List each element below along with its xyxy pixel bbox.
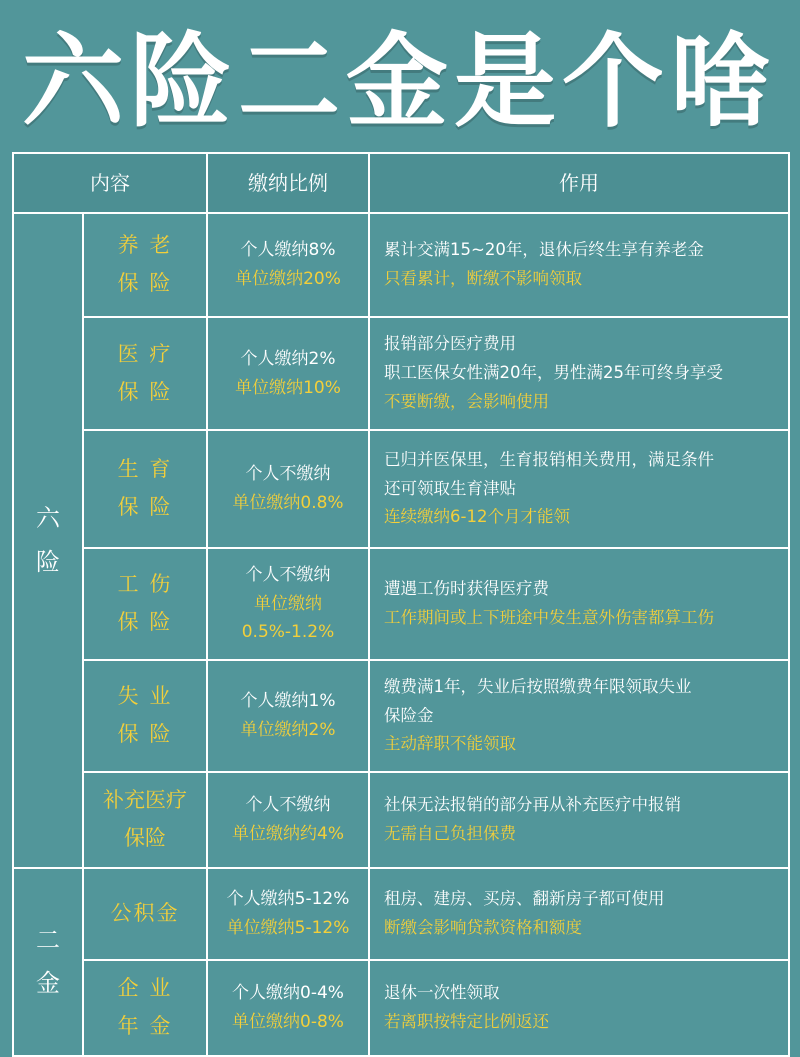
group-six-insurances: 六 险 bbox=[13, 213, 83, 868]
item-desc: 缴费满1年，失业后按照缴费年限领取失业 保险金 主动辞职不能领取 bbox=[369, 660, 789, 772]
table-row bbox=[13, 868, 789, 960]
item-ratio: 个人缴纳0-4% 单位缴纳0-8% bbox=[207, 960, 369, 1056]
item-ratio: 个人缴纳1% 单位缴纳2% bbox=[207, 660, 369, 772]
insurance-table bbox=[12, 152, 790, 1057]
item-desc: 报销部分医疗费用 职工医保女性满20年，男性满25年可终身享受 不要断缴，会影响使用 bbox=[369, 317, 789, 430]
item-name: 养 老 保 险 bbox=[83, 213, 207, 317]
item-name: 生 育 保 险 bbox=[83, 430, 207, 548]
item-ratio: 个人不缴纳 单位缴纳0.8% bbox=[207, 430, 369, 548]
item-ratio: 个人不缴纳 单位缴纳 0.5%-1.2% bbox=[207, 548, 369, 660]
table-row bbox=[13, 548, 789, 660]
table-row bbox=[13, 960, 789, 1056]
item-name: 失 业 保 险 bbox=[83, 660, 207, 772]
item-ratio: 个人缴纳8% 单位缴纳20% bbox=[207, 213, 369, 317]
table-row bbox=[13, 317, 789, 430]
item-desc: 已归并医保里，生育报销相关费用，满足条件 还可领取生育津贴 连续缴纳6-12个月才能领 bbox=[369, 430, 789, 548]
item-desc: 累计交满15~20年，退休后终生享有养老金 只看累计，断缴不影响领取 bbox=[369, 213, 789, 317]
item-name: 补充医疗 保险 bbox=[83, 772, 207, 868]
table-header-row bbox=[13, 153, 789, 213]
item-ratio: 个人缴纳5-12% 单位缴纳5-12% bbox=[207, 868, 369, 960]
table-row bbox=[13, 430, 789, 548]
item-desc: 租房、建房、买房、翻新房子都可使用 断缴会影响贷款资格和额度 bbox=[369, 868, 789, 960]
header-content: 内容 bbox=[13, 153, 207, 213]
item-desc: 遭遇工伤时获得医疗费 工作期间或上下班途中发生意外伤害都算工伤 bbox=[369, 548, 789, 660]
item-name: 公积金 bbox=[83, 868, 207, 960]
header-ratio: 缴纳比例 bbox=[207, 153, 369, 213]
table-row bbox=[13, 213, 789, 317]
table-row bbox=[13, 772, 789, 868]
page-title: 六险二金是个啥 bbox=[22, 23, 778, 142]
item-desc: 社保无法报销的部分再从补充医疗中报销 无需自己负担保费 bbox=[369, 772, 789, 868]
item-ratio: 个人不缴纳 单位缴纳约4% bbox=[207, 772, 369, 868]
header-effect: 作用 bbox=[369, 153, 789, 213]
item-ratio: 个人缴纳2% 单位缴纳10% bbox=[207, 317, 369, 430]
table-row bbox=[13, 660, 789, 772]
item-desc: 退休一次性领取 若离职按特定比例返还 bbox=[369, 960, 789, 1056]
item-name: 医 疗 保 险 bbox=[83, 317, 207, 430]
item-name: 企 业 年 金 bbox=[83, 960, 207, 1056]
item-name: 工 伤 保 险 bbox=[83, 548, 207, 660]
group-two-funds: 二 金 bbox=[13, 868, 83, 1056]
